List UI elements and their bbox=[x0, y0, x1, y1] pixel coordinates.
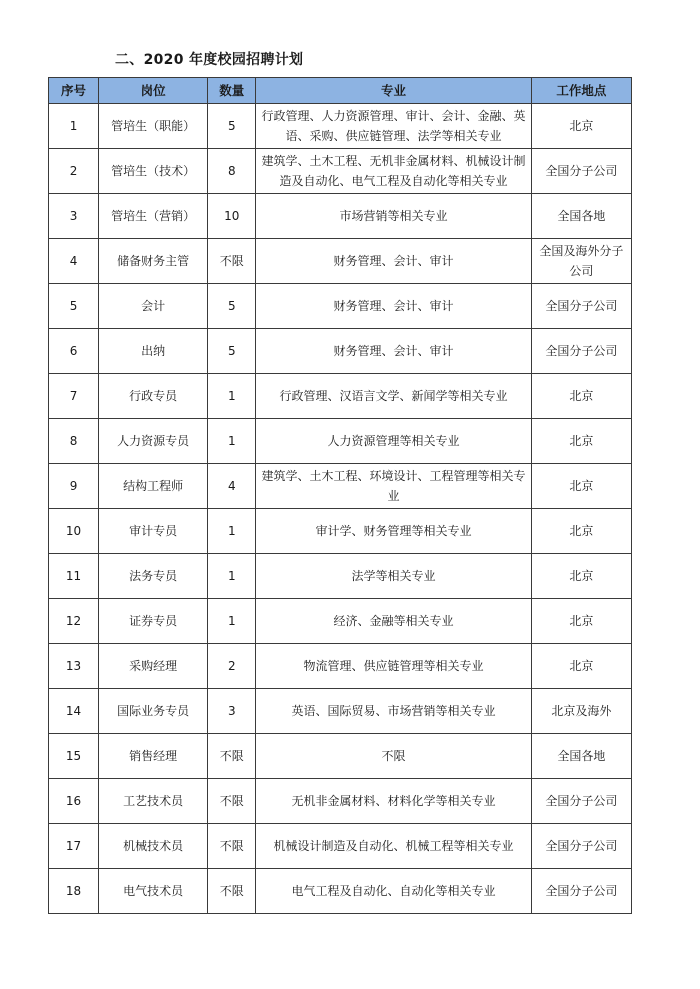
table-row bbox=[49, 554, 632, 599]
cell-major: 行政管理、人力资源管理、审计、会计、金融、英语、采购、供应链管理、法学等相关专业 bbox=[256, 104, 531, 149]
cell-position: 管培生（职能） bbox=[99, 104, 208, 149]
cell-location: 北京 bbox=[531, 509, 631, 554]
cell-location: 全国分子公司 bbox=[531, 824, 631, 869]
cell-count: 1 bbox=[208, 509, 256, 554]
cell-location: 全国及海外分子公司 bbox=[531, 239, 631, 284]
cell-count: 5 bbox=[208, 329, 256, 374]
cell-count: 4 bbox=[208, 464, 256, 509]
cell-count: 不限 bbox=[208, 869, 256, 914]
cell-location: 全国分子公司 bbox=[531, 284, 631, 329]
cell-no: 2 bbox=[49, 149, 99, 194]
table-row bbox=[49, 599, 632, 644]
cell-no: 6 bbox=[49, 329, 99, 374]
table-row bbox=[49, 374, 632, 419]
cell-position: 法务专员 bbox=[99, 554, 208, 599]
cell-no: 5 bbox=[49, 284, 99, 329]
cell-no: 14 bbox=[49, 689, 99, 734]
table-row bbox=[49, 644, 632, 689]
table-row bbox=[49, 329, 632, 374]
cell-no: 12 bbox=[49, 599, 99, 644]
cell-location: 北京 bbox=[531, 554, 631, 599]
cell-major: 法学等相关专业 bbox=[256, 554, 531, 599]
cell-no: 4 bbox=[49, 239, 99, 284]
table-row bbox=[49, 149, 632, 194]
cell-count: 5 bbox=[208, 104, 256, 149]
cell-position: 管培生（营销） bbox=[99, 194, 208, 239]
cell-count: 3 bbox=[208, 689, 256, 734]
table-row bbox=[49, 689, 632, 734]
cell-location: 北京 bbox=[531, 599, 631, 644]
cell-no: 8 bbox=[49, 419, 99, 464]
cell-count: 不限 bbox=[208, 239, 256, 284]
cell-count: 10 bbox=[208, 194, 256, 239]
table-row bbox=[49, 194, 632, 239]
cell-count: 不限 bbox=[208, 779, 256, 824]
cell-major: 财务管理、会计、审计 bbox=[256, 329, 531, 374]
table-row bbox=[49, 509, 632, 554]
cell-location: 北京 bbox=[531, 374, 631, 419]
header-count: 数量 bbox=[208, 78, 256, 104]
cell-position: 管培生（技术） bbox=[99, 149, 208, 194]
cell-location: 全国各地 bbox=[531, 734, 631, 779]
cell-major: 建筑学、土木工程、环境设计、工程管理等相关专业 bbox=[256, 464, 531, 509]
table-row bbox=[49, 239, 632, 284]
table-row bbox=[49, 419, 632, 464]
cell-position: 结构工程师 bbox=[99, 464, 208, 509]
cell-major: 英语、国际贸易、市场营销等相关专业 bbox=[256, 689, 531, 734]
cell-major: 无机非金属材料、材料化学等相关专业 bbox=[256, 779, 531, 824]
table-row bbox=[49, 464, 632, 509]
cell-location: 北京 bbox=[531, 104, 631, 149]
header-no: 序号 bbox=[49, 78, 99, 104]
cell-major: 财务管理、会计、审计 bbox=[256, 239, 531, 284]
cell-major: 物流管理、供应链管理等相关专业 bbox=[256, 644, 531, 689]
table-row bbox=[49, 824, 632, 869]
cell-no: 11 bbox=[49, 554, 99, 599]
cell-location: 全国分子公司 bbox=[531, 779, 631, 824]
cell-no: 18 bbox=[49, 869, 99, 914]
cell-no: 7 bbox=[49, 374, 99, 419]
cell-major: 财务管理、会计、审计 bbox=[256, 284, 531, 329]
cell-location: 全国分子公司 bbox=[531, 869, 631, 914]
cell-count: 2 bbox=[208, 644, 256, 689]
cell-major: 审计学、财务管理等相关专业 bbox=[256, 509, 531, 554]
cell-major: 行政管理、汉语言文学、新闻学等相关专业 bbox=[256, 374, 531, 419]
cell-count: 1 bbox=[208, 374, 256, 419]
cell-no: 16 bbox=[49, 779, 99, 824]
cell-major: 不限 bbox=[256, 734, 531, 779]
header-major: 专业 bbox=[256, 78, 531, 104]
cell-location: 全国各地 bbox=[531, 194, 631, 239]
header-position: 岗位 bbox=[99, 78, 208, 104]
cell-count: 1 bbox=[208, 554, 256, 599]
table-row bbox=[49, 284, 632, 329]
cell-position: 采购经理 bbox=[99, 644, 208, 689]
table-row bbox=[49, 779, 632, 824]
header-location: 工作地点 bbox=[531, 78, 631, 104]
cell-position: 行政专员 bbox=[99, 374, 208, 419]
cell-position: 工艺技术员 bbox=[99, 779, 208, 824]
cell-count: 5 bbox=[208, 284, 256, 329]
cell-position: 审计专员 bbox=[99, 509, 208, 554]
cell-position: 证券专员 bbox=[99, 599, 208, 644]
cell-no: 3 bbox=[49, 194, 99, 239]
cell-position: 国际业务专员 bbox=[99, 689, 208, 734]
cell-count: 1 bbox=[208, 419, 256, 464]
cell-major: 人力资源管理等相关专业 bbox=[256, 419, 531, 464]
page-title: 二、2020 年度校园招聘计划 bbox=[115, 52, 304, 68]
cell-location: 北京 bbox=[531, 464, 631, 509]
cell-position: 电气技术员 bbox=[99, 869, 208, 914]
cell-position: 储备财务主管 bbox=[99, 239, 208, 284]
cell-position: 会计 bbox=[99, 284, 208, 329]
table-body bbox=[49, 104, 632, 914]
table-row bbox=[49, 104, 632, 149]
cell-location: 北京及海外 bbox=[531, 689, 631, 734]
cell-location: 北京 bbox=[531, 644, 631, 689]
cell-location: 全国分子公司 bbox=[531, 329, 631, 374]
cell-major: 市场营销等相关专业 bbox=[256, 194, 531, 239]
cell-major: 建筑学、土木工程、无机非金属材料、机械设计制造及自动化、电气工程及自动化等相关专业 bbox=[256, 149, 531, 194]
cell-count: 8 bbox=[208, 149, 256, 194]
table-row bbox=[49, 869, 632, 914]
cell-no: 17 bbox=[49, 824, 99, 869]
recruitment-plan-table bbox=[48, 77, 632, 914]
cell-count: 1 bbox=[208, 599, 256, 644]
cell-no: 10 bbox=[49, 509, 99, 554]
cell-no: 13 bbox=[49, 644, 99, 689]
cell-location: 全国分子公司 bbox=[531, 149, 631, 194]
cell-location: 北京 bbox=[531, 419, 631, 464]
table-row bbox=[49, 734, 632, 779]
cell-position: 人力资源专员 bbox=[99, 419, 208, 464]
cell-position: 销售经理 bbox=[99, 734, 208, 779]
table-header-row bbox=[49, 78, 632, 104]
cell-no: 1 bbox=[49, 104, 99, 149]
cell-no: 9 bbox=[49, 464, 99, 509]
cell-major: 经济、金融等相关专业 bbox=[256, 599, 531, 644]
cell-position: 出纳 bbox=[99, 329, 208, 374]
cell-count: 不限 bbox=[208, 734, 256, 779]
cell-major: 机械设计制造及自动化、机械工程等相关专业 bbox=[256, 824, 531, 869]
cell-position: 机械技术员 bbox=[99, 824, 208, 869]
cell-no: 15 bbox=[49, 734, 99, 779]
cell-count: 不限 bbox=[208, 824, 256, 869]
cell-major: 电气工程及自动化、自动化等相关专业 bbox=[256, 869, 531, 914]
